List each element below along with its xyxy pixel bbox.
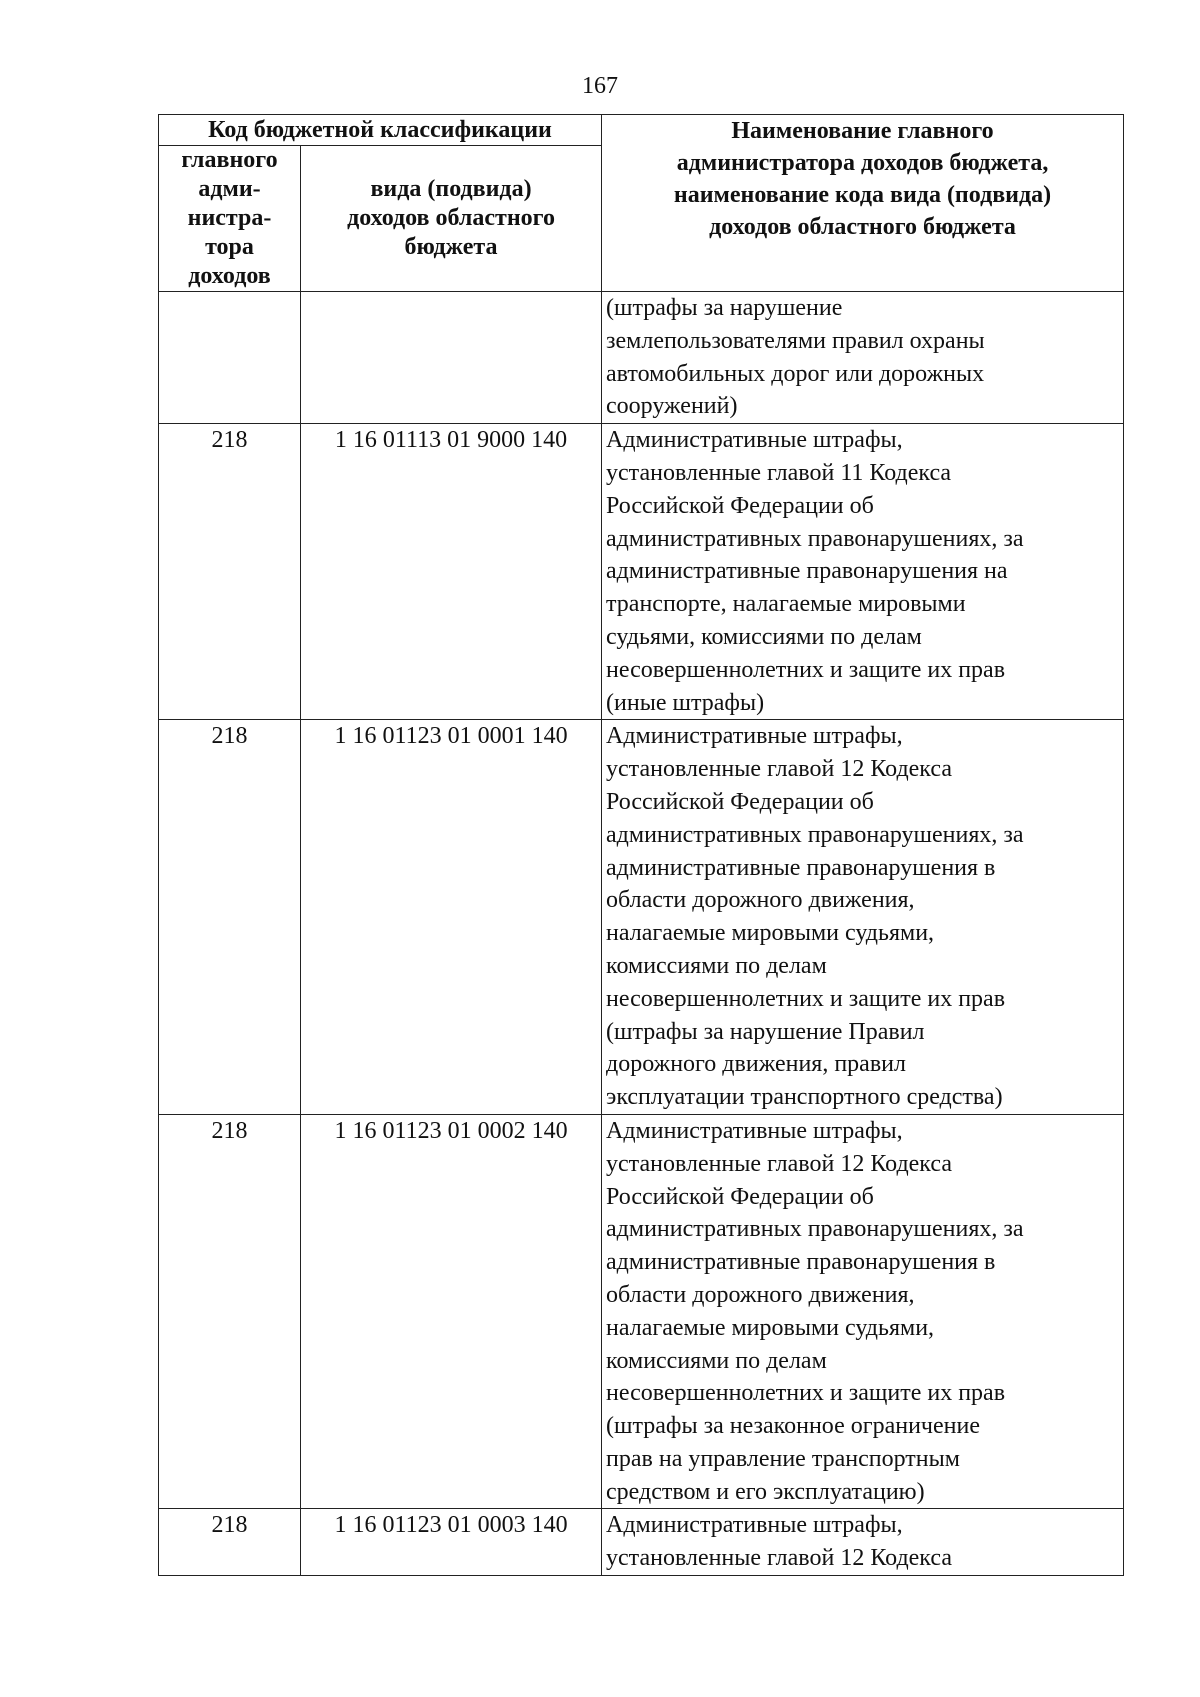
- income-name-line: Российской Федерации об: [606, 788, 874, 815]
- income-name-line: дорожного движения, правил: [606, 1051, 906, 1078]
- income-code-cell: 1 16 01113 01 9000 140: [301, 424, 602, 720]
- admin-code-cell: 218: [159, 1114, 301, 1509]
- income-name-cell: [602, 1114, 1124, 1509]
- income-name-line: административные правонарушения в: [606, 854, 996, 881]
- income-name-cell: [602, 720, 1124, 1115]
- header-code-line: вида (подвида): [370, 176, 532, 202]
- income-code-cell: 1 16 01123 01 0003 140: [301, 1509, 602, 1576]
- budget-classification-table: [158, 114, 1124, 1576]
- income-name-cell: [602, 424, 1124, 720]
- income-name-cell: [602, 292, 1124, 424]
- income-name-line: землепользователями правил охраны: [606, 327, 985, 354]
- income-name-line: Административные штрафы,: [606, 723, 903, 750]
- header-admin-line: доходов: [188, 263, 271, 289]
- income-name-line: административные правонарушения на: [606, 558, 1008, 585]
- header-name-line: наименование кода вида (подвида): [673, 182, 1052, 208]
- income-name-cell: [602, 1509, 1124, 1576]
- income-name-line: административные правонарушения в: [606, 1249, 996, 1276]
- table-row: [159, 1509, 1124, 1576]
- header-admin-line: адми-: [198, 176, 261, 202]
- income-name-line: установленные главой 12 Кодекса: [606, 1545, 952, 1572]
- table-row: [159, 292, 1124, 424]
- admin-code-cell: 218: [159, 1509, 301, 1576]
- income-name-line: средством и его эксплуатацию): [606, 1478, 925, 1505]
- income-code-cell: 1 16 01123 01 0001 140: [301, 720, 602, 1115]
- income-name-line: комиссиями по делам: [606, 1347, 827, 1374]
- income-name-line: (штрафы за нарушение Правил: [606, 1018, 925, 1045]
- table-row: [159, 424, 1124, 720]
- income-name-line: транспорте, налагаемые мировыми: [606, 591, 966, 618]
- header-name-line: Наименование главного: [731, 118, 994, 144]
- income-name-line: (иные штрафы): [606, 689, 765, 716]
- header-name-line: администратора доходов бюджета,: [676, 150, 1049, 176]
- income-name-line: Административные штрафы,: [606, 427, 903, 454]
- income-name-line: судьями, комиссиями по делам: [606, 623, 922, 650]
- table-body: [159, 292, 1124, 1576]
- header-admin-column: [159, 146, 301, 292]
- income-name-line: прав на управление транспортным: [606, 1445, 960, 1472]
- income-code-cell: 1 16 01123 01 0002 140: [301, 1114, 602, 1509]
- income-name-line: несовершеннолетних и защите их прав: [606, 656, 1006, 683]
- income-name-line: установленные главой 12 Кодекса: [606, 1150, 952, 1177]
- income-name-line: (штрафы за нарушение: [606, 295, 843, 321]
- income-name-line: Российской Федерации об: [606, 492, 874, 519]
- header-code-column: [301, 146, 602, 292]
- header-admin-line: главного: [181, 147, 278, 173]
- table-row: [159, 720, 1124, 1115]
- income-name-line: автомобильных дорог или дорожных: [606, 360, 985, 387]
- income-code-cell: [301, 292, 602, 424]
- header-code-line: доходов областного: [347, 205, 555, 231]
- income-name-line: налагаемые мировыми судьями,: [606, 920, 935, 947]
- income-name-line: несовершеннолетних и защите их прав: [606, 985, 1006, 1012]
- income-name-line: эксплуатации транспортного средства): [606, 1084, 1003, 1111]
- header-row-group: [159, 115, 1124, 146]
- header-code-line: бюджета: [404, 234, 498, 260]
- income-name-line: административных правонарушениях, за: [606, 1216, 1024, 1243]
- income-name-line: Административные штрафы,: [606, 1117, 903, 1144]
- income-name-line: Административные штрафы,: [606, 1512, 903, 1539]
- admin-code-cell: 218: [159, 424, 301, 720]
- income-name-line: области дорожного движения,: [606, 887, 915, 914]
- income-name-line: установленные главой 11 Кодекса: [606, 459, 952, 486]
- income-name-line: установленные главой 12 Кодекса: [606, 756, 952, 783]
- header-name-column: [602, 115, 1124, 292]
- header-admin-line: нистра-: [187, 205, 272, 231]
- income-name-line: (штрафы за незаконное ограничение: [606, 1413, 980, 1440]
- income-name-line: области дорожного движения,: [606, 1281, 915, 1308]
- income-name-line: комиссиями по делам: [606, 952, 827, 979]
- page-number: 167: [582, 73, 618, 99]
- income-name-line: административных правонарушениях, за: [606, 525, 1024, 552]
- income-name-line: Российской Федерации об: [606, 1183, 874, 1210]
- table-row: [159, 1114, 1124, 1509]
- income-name-line: сооружений): [606, 393, 738, 420]
- header-admin-line: тора: [205, 234, 254, 260]
- admin-code-cell: [159, 292, 301, 424]
- income-name-line: несовершеннолетних и защите их прав: [606, 1380, 1006, 1407]
- income-name-line: административных правонарушениях, за: [606, 821, 1024, 848]
- income-name-line: налагаемые мировыми судьями,: [606, 1314, 935, 1341]
- admin-code-cell: 218: [159, 720, 301, 1115]
- header-budget-classification-code: Код бюджетной классификации: [159, 115, 602, 146]
- header-name-line: доходов областного бюджета: [709, 214, 1016, 240]
